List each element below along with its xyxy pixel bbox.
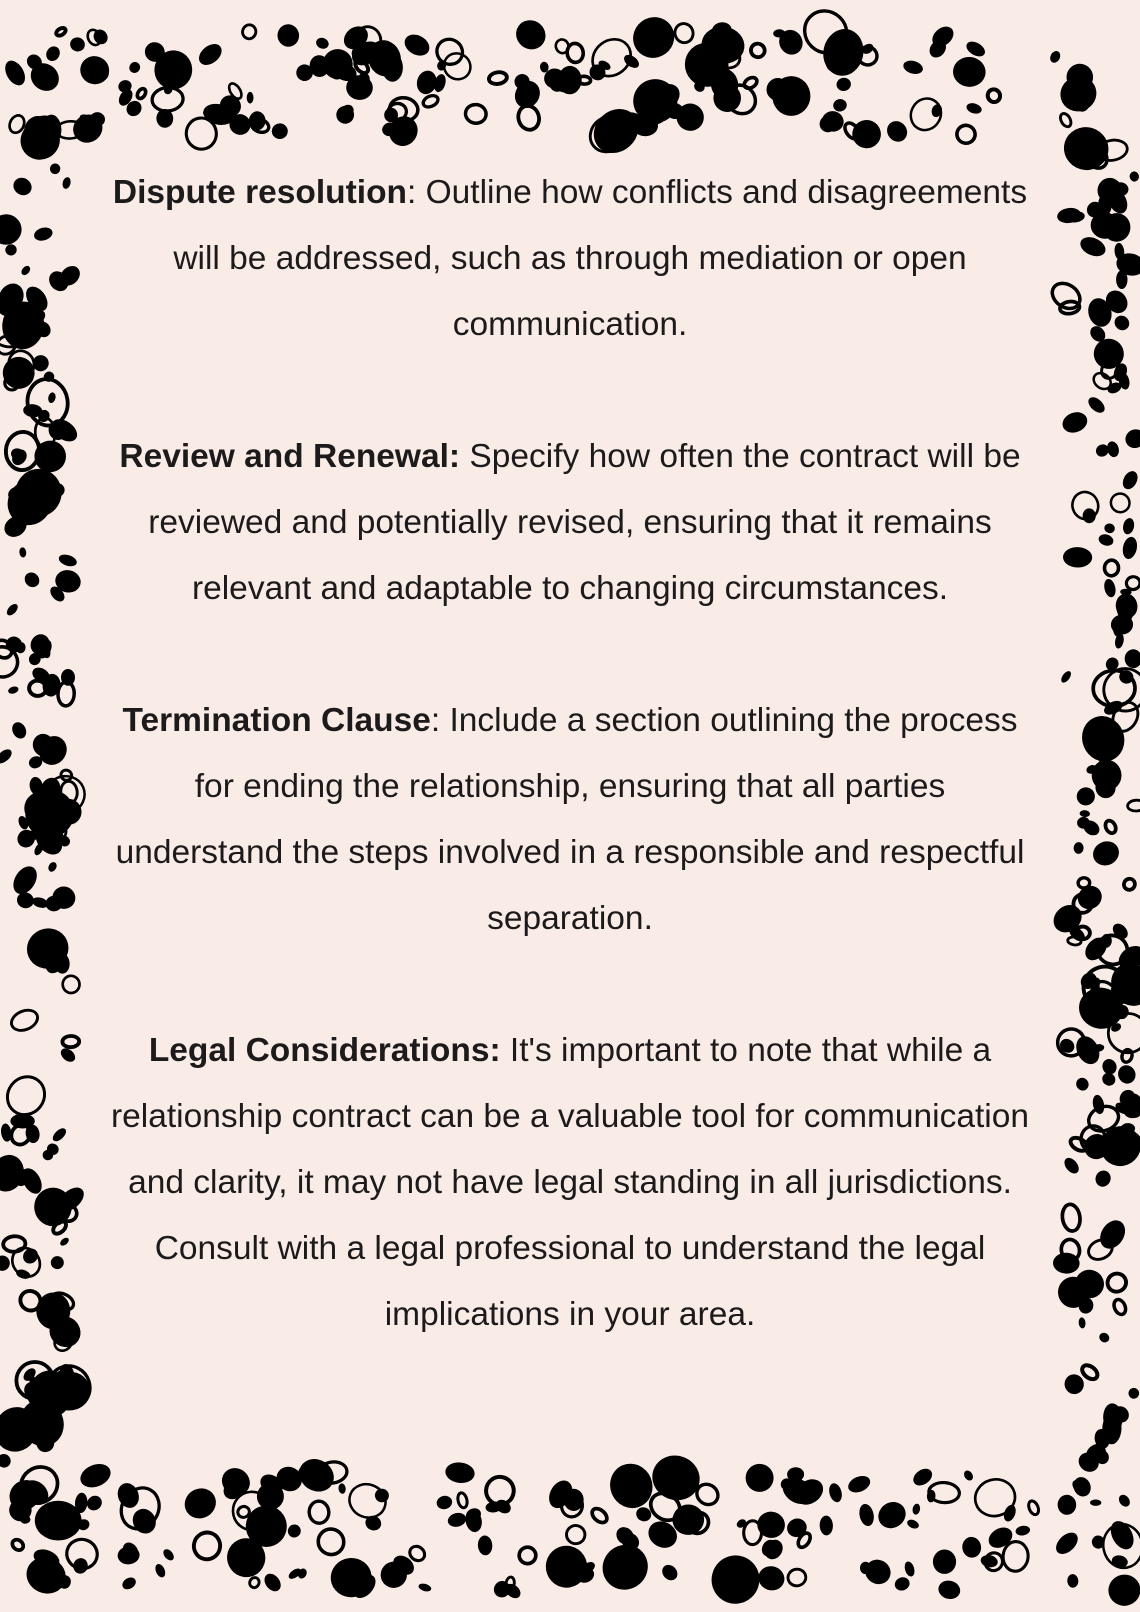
ink-dot-icon (1112, 313, 1133, 334)
ink-dot-icon (965, 101, 983, 115)
ring-dot-icon (1078, 877, 1090, 888)
ink-dot-icon (19, 547, 27, 558)
ink-dot-icon (1015, 1525, 1031, 1537)
ring-dot-icon (1125, 576, 1140, 591)
ring-dot-icon (1127, 800, 1140, 812)
ink-dot-icon (435, 1494, 453, 1511)
section-dispute-resolution (110, 160, 1030, 358)
ring-dot-icon (1058, 112, 1073, 129)
ink-dot-icon (1117, 1493, 1132, 1509)
ring-dot-icon (743, 1521, 761, 1545)
ring-dot-icon (488, 71, 508, 85)
ink-dot-icon (1122, 517, 1136, 535)
ink-dot-icon (47, 861, 59, 874)
ink-dot-icon (593, 1535, 657, 1599)
ring-dot-icon (464, 103, 487, 124)
ink-dot-icon (10, 720, 29, 741)
ring-dot-icon (1122, 877, 1137, 892)
ink-dot-icon (1083, 508, 1096, 523)
ink-dot-icon (1106, 1517, 1138, 1553)
ink-dot-icon (893, 1575, 912, 1593)
ring-dot-icon (432, 34, 467, 69)
section-termination-clause (110, 688, 1030, 952)
ink-dot-icon (464, 1508, 484, 1533)
term-dispute-resolution: Dispute resolution (112, 174, 407, 211)
ink-dot-icon (418, 1582, 432, 1593)
ink-dot-icon (510, 14, 551, 55)
ink-dot-icon (933, 1550, 956, 1574)
ring-dot-icon (313, 1524, 349, 1560)
ink-dot-icon (1121, 536, 1139, 561)
body-legal-considerations: It's important to note that while a relationship contract can be a valuable tool for communication and clarity, it may not have legal standing in all jurisdictions. Consult with a legal professional to understand the legal implications in your area. (110, 1032, 1030, 1333)
ink-dot-icon (153, 1563, 167, 1579)
ink-dot-icon (10, 174, 35, 198)
ink-dot-icon (44, 44, 63, 64)
ring-dot-icon (565, 1524, 586, 1545)
ink-dot-icon (1100, 1070, 1118, 1088)
ink-dot-icon (0, 747, 14, 766)
ink-dot-icon (835, 77, 851, 93)
ink-dot-icon (980, 1554, 999, 1569)
ring-dot-icon (241, 23, 258, 40)
ink-dot-icon (120, 1575, 138, 1592)
ink-dot-icon (873, 1497, 910, 1534)
term-legal-considerations: Legal Considerations: (148, 1032, 501, 1069)
ink-dot-icon (314, 36, 330, 51)
ink-dot-icon (1129, 170, 1140, 182)
ink-dot-icon (128, 1505, 160, 1538)
ink-dot-icon (35, 1501, 82, 1541)
ink-dot-icon (1075, 710, 1131, 768)
ink-dot-icon (1063, 547, 1093, 568)
ink-dot-icon (784, 1516, 809, 1540)
ring-dot-icon (3, 1236, 26, 1253)
ring-dot-icon (1107, 490, 1133, 516)
ring-dot-icon (1105, 1271, 1129, 1295)
ink-dot-icon (1128, 1387, 1140, 1399)
ring-dot-icon (1080, 1362, 1100, 1381)
ring-dot-icon (589, 1506, 609, 1525)
ink-dot-icon (261, 1571, 284, 1595)
ink-dot-icon (22, 569, 43, 590)
ink-dot-icon (985, 1523, 1016, 1552)
ring-dot-icon (787, 1568, 807, 1587)
ink-dot-icon (741, 1460, 777, 1496)
ink-dot-icon (1067, 1574, 1079, 1588)
ink-dot-icon (1, 57, 29, 89)
ink-dot-icon (1074, 785, 1098, 809)
ring-dot-icon (55, 26, 67, 37)
ink-dot-icon (1103, 578, 1118, 599)
ring-dot-icon (518, 1546, 536, 1564)
ink-dot-icon (964, 39, 988, 60)
ink-dot-icon (384, 108, 398, 122)
ring-dot-icon (62, 975, 81, 994)
document-body (110, 160, 1030, 1348)
ink-dot-icon (564, 1489, 584, 1511)
body-termination-clause: : Include a section outlining the process for ending the relationship, ensuring that all parties understand the steps involved in a responsible and respectful separation. (115, 702, 1025, 937)
ink-dot-icon (1089, 837, 1123, 870)
ink-dot-icon (1120, 469, 1140, 492)
ink-dot-icon (333, 103, 358, 128)
ink-dot-icon (755, 1563, 787, 1594)
term-review-and-renewal: Review and Renewal: (119, 438, 461, 475)
ring-dot-icon (955, 123, 978, 145)
ink-dot-icon (5, 602, 20, 617)
ink-dot-icon (1097, 533, 1115, 548)
ink-dot-icon (906, 1518, 920, 1530)
ink-dot-icon (903, 1560, 916, 1577)
ring-dot-icon (1027, 1499, 1041, 1516)
ink-dot-icon (1097, 1331, 1111, 1344)
ink-dot-icon (846, 1473, 873, 1496)
term-termination-clause: Termination Clause (122, 702, 431, 739)
section-legal-considerations (110, 1018, 1030, 1348)
ink-dot-icon (832, 98, 848, 113)
ring-dot-icon (421, 93, 439, 109)
ink-dot-icon (0, 1254, 11, 1273)
ink-dot-icon (246, 1506, 287, 1547)
ink-dot-icon (1106, 1572, 1140, 1609)
ink-dot-icon (962, 1469, 975, 1482)
ink-dot-icon (659, 1562, 680, 1584)
ink-dot-icon (1078, 1317, 1086, 1329)
ink-dot-icon (1052, 1529, 1082, 1559)
ink-dot-icon (1048, 49, 1062, 64)
ring-dot-icon (1108, 1013, 1140, 1054)
ink-dot-icon (1062, 1155, 1082, 1176)
ink-dot-icon (47, 392, 56, 404)
ink-dot-icon (51, 1256, 64, 1269)
ink-dot-icon (1059, 669, 1073, 684)
ink-dot-icon (542, 1542, 590, 1591)
ink-dot-icon (0, 214, 22, 246)
ink-dot-icon (1115, 1062, 1139, 1086)
ink-dot-icon (68, 36, 86, 54)
ink-dot-icon (49, 163, 61, 175)
ink-dot-icon (161, 1547, 176, 1562)
ink-dot-icon (961, 1535, 983, 1559)
ring-dot-icon (1112, 1298, 1128, 1317)
ink-dot-icon (705, 1549, 766, 1610)
ink-dot-icon (952, 56, 987, 89)
ink-dot-icon (338, 1483, 346, 1494)
ink-dot-icon (819, 1515, 833, 1535)
ink-dot-icon (127, 60, 142, 75)
ink-dot-icon (1122, 426, 1140, 451)
ink-dot-icon (276, 23, 300, 48)
ink-dot-icon (77, 1460, 114, 1492)
ink-dot-icon (912, 1503, 921, 1515)
ink-dot-icon (285, 1522, 303, 1540)
ink-dot-icon (1116, 270, 1127, 289)
body-review-and-renewal: Specify how often the contract will be reviewed and potentially revised, ensuring that it remains relevant and adaptable to changing circumstances. (148, 438, 1021, 607)
ink-dot-icon (33, 225, 55, 242)
ink-dot-icon (1124, 649, 1140, 669)
ink-dot-icon (179, 1483, 221, 1524)
ink-dot-icon (883, 117, 911, 146)
ring-dot-icon (749, 41, 768, 59)
ink-dot-icon (4, 243, 18, 256)
ring-dot-icon (248, 1576, 261, 1589)
ink-dot-icon (50, 1126, 68, 1144)
ring-dot-icon (62, 1036, 79, 1048)
ink-dot-icon (195, 40, 226, 69)
ink-dot-icon (936, 1578, 962, 1601)
ink-dot-icon (857, 1503, 875, 1528)
ring-dot-icon (905, 93, 947, 136)
ring-dot-icon (1002, 1541, 1029, 1573)
ink-dot-icon (861, 1555, 895, 1589)
ring-dot-icon (1061, 1203, 1082, 1232)
ink-dot-icon (401, 30, 433, 59)
ink-dot-icon (1093, 1168, 1113, 1189)
ink-dot-icon (59, 1236, 71, 1247)
ring-dot-icon (742, 75, 758, 90)
ink-dot-icon (20, 264, 32, 277)
body-dispute-resolution: : Outline how conflicts and disagreements will be addressed, such as through mediation or open communication. (173, 174, 1028, 343)
ink-dot-icon (7, 685, 19, 695)
ring-dot-icon (8, 1006, 40, 1034)
ink-dot-icon (1057, 1494, 1077, 1515)
ink-dot-icon (61, 176, 71, 189)
ring-dot-icon (515, 103, 542, 132)
ring-dot-icon (986, 87, 1003, 104)
ring-dot-icon (308, 1500, 329, 1524)
ring-dot-icon (136, 87, 148, 100)
ring-dot-icon (1103, 819, 1117, 835)
ring-dot-icon (10, 1538, 25, 1553)
ink-dot-icon (902, 58, 925, 76)
ink-dot-icon (0, 1451, 13, 1470)
ink-dot-icon (114, 1480, 142, 1511)
ink-dot-icon (1103, 522, 1115, 534)
ink-dot-icon (850, 117, 884, 151)
ring-dot-icon (566, 42, 584, 63)
ink-dot-icon (76, 52, 113, 88)
ink-dot-icon (1079, 810, 1090, 818)
ink-dot-icon (446, 1511, 467, 1529)
ring-dot-icon (457, 1492, 469, 1509)
ink-dot-icon (1074, 1075, 1091, 1092)
ink-dot-icon (827, 1482, 844, 1504)
ring-dot-icon (191, 1529, 224, 1562)
ink-dot-icon (247, 92, 254, 104)
ink-dot-icon (444, 1461, 476, 1485)
ring-dot-icon (1104, 560, 1119, 576)
ring-dot-icon (672, 21, 695, 45)
ink-dot-icon (271, 123, 289, 140)
ink-dot-icon (57, 552, 78, 568)
ink-dot-icon (1090, 1499, 1102, 1506)
ink-dot-icon (414, 68, 439, 96)
ink-dot-icon (477, 1535, 493, 1556)
ink-dot-icon (1060, 409, 1091, 436)
ink-dot-icon (1085, 394, 1107, 415)
section-review-and-renewal (110, 424, 1030, 622)
ink-dot-icon (1073, 842, 1083, 854)
ink-dot-icon (1053, 1252, 1080, 1274)
